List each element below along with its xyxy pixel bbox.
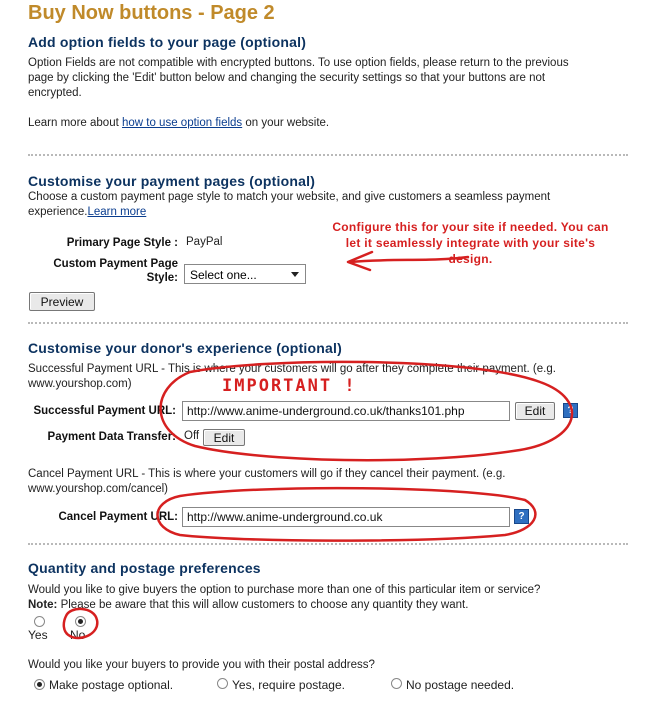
postage-required-label: Yes, require postage. bbox=[232, 678, 345, 692]
section-divider bbox=[28, 322, 628, 324]
important-annotation: IMPORTANT ! bbox=[222, 376, 357, 396]
custom-label-line2: Style: bbox=[146, 272, 178, 284]
custom-page-style-select[interactable] bbox=[184, 264, 306, 284]
learn-prefix: Learn more about bbox=[28, 117, 122, 129]
note-text: Please be aware that this will allow customers to choose any quantity they want. bbox=[57, 599, 469, 611]
successful-payment-url-input[interactable] bbox=[182, 401, 510, 421]
cancel-payment-url-input[interactable] bbox=[182, 507, 510, 527]
payment-data-transfer-label: Payment Data Transfer: bbox=[47, 431, 176, 443]
cancel-desc-line2: www.yourshop.com/cancel) bbox=[28, 483, 168, 495]
quantity-yes-label: Yes bbox=[28, 628, 48, 642]
primary-page-style-value: PayPal bbox=[186, 236, 223, 248]
option-fields-notice-line3: encrypted. bbox=[28, 87, 82, 99]
success-desc-line2: www.yourshop.com) bbox=[28, 378, 132, 390]
option-fields-notice-line1: Option Fields are not compatible with encrypted buttons. To use option fields, please return to the previous bbox=[28, 57, 569, 69]
quantity-heading: Quantity and postage preferences bbox=[28, 560, 261, 576]
postage-required-radio[interactable] bbox=[217, 678, 228, 689]
experience-text: experience. bbox=[28, 206, 88, 218]
cancel-payment-url-label: Cancel Payment URL: bbox=[58, 511, 178, 523]
section-divider bbox=[28, 154, 628, 156]
postage-optional-radio[interactable] bbox=[34, 679, 45, 690]
primary-page-style-label: Primary Page Style : bbox=[66, 237, 178, 249]
note-label: Note: bbox=[28, 599, 58, 611]
quantity-no-radio[interactable] bbox=[75, 616, 86, 627]
payment-pages-desc-line2 bbox=[28, 205, 146, 220]
pdt-edit-button[interactable]: Edit bbox=[203, 429, 245, 446]
option-fields-notice-line2: page by clicking the 'Edit' button below and changing the security settings so that your buttons are not bbox=[28, 72, 546, 84]
custom-payment-page-style-label bbox=[28, 257, 178, 285]
learn-more-link[interactable]: Learn more bbox=[87, 206, 147, 218]
quantity-no-label: No bbox=[70, 628, 86, 642]
quantity-note bbox=[28, 598, 468, 613]
select-value: Select one... bbox=[190, 268, 257, 282]
annotation-line1: Configure this for your site if needed. You can bbox=[332, 220, 609, 234]
payment-data-transfer-value: Off bbox=[184, 430, 200, 442]
quantity-yes-radio[interactable] bbox=[34, 616, 45, 627]
chevron-down-icon bbox=[291, 272, 299, 277]
help-icon[interactable]: ? bbox=[514, 509, 529, 524]
section-divider bbox=[28, 543, 628, 545]
success-url-edit-button[interactable]: Edit bbox=[515, 402, 555, 420]
success-desc-line1: Successful Payment URL - This is where your customers will go after they complete their payment. (e.g. bbox=[28, 363, 556, 375]
quantity-question: Would you like to give buyers the option to purchase more than one of this particular item or service? bbox=[28, 584, 541, 596]
page-title: Buy Now buttons - Page 2 bbox=[28, 2, 275, 24]
preview-button[interactable]: Preview bbox=[29, 292, 95, 311]
option-fields-learn-more bbox=[28, 116, 329, 131]
successful-payment-url-label: Successful Payment URL: bbox=[33, 405, 176, 417]
cancel-desc-line1: Cancel Payment URL - This is where your customers will go if they cancel their payment. (e.g. bbox=[28, 468, 506, 480]
payment-pages-desc-line1: Choose a custom payment page style to match your website, and give customers a seamless payment bbox=[28, 191, 551, 203]
annotation-line2: let it seamlessly integrate with your site's bbox=[345, 236, 596, 250]
no-postage-radio[interactable] bbox=[391, 678, 402, 689]
how-to-use-option-fields-link[interactable]: how to use option fields bbox=[121, 117, 243, 129]
donor-experience-heading: Customise your donor's experience (optional) bbox=[28, 340, 342, 356]
postage-optional-label: Make postage optional. bbox=[49, 678, 174, 692]
configure-annotation bbox=[318, 219, 623, 267]
option-fields-heading: Add option fields to your page (optional) bbox=[28, 34, 307, 50]
annotation-line3: design. bbox=[448, 252, 493, 266]
help-icon[interactable]: ? bbox=[563, 403, 578, 418]
learn-suffix: on your website. bbox=[242, 117, 330, 129]
custom-label-line1: Custom Payment Page bbox=[53, 258, 178, 270]
payment-pages-heading: Customise your payment pages (optional) bbox=[28, 173, 316, 189]
no-postage-label: No postage needed. bbox=[406, 678, 515, 692]
postal-question: Would you like your buyers to provide you with their postal address? bbox=[28, 659, 375, 671]
